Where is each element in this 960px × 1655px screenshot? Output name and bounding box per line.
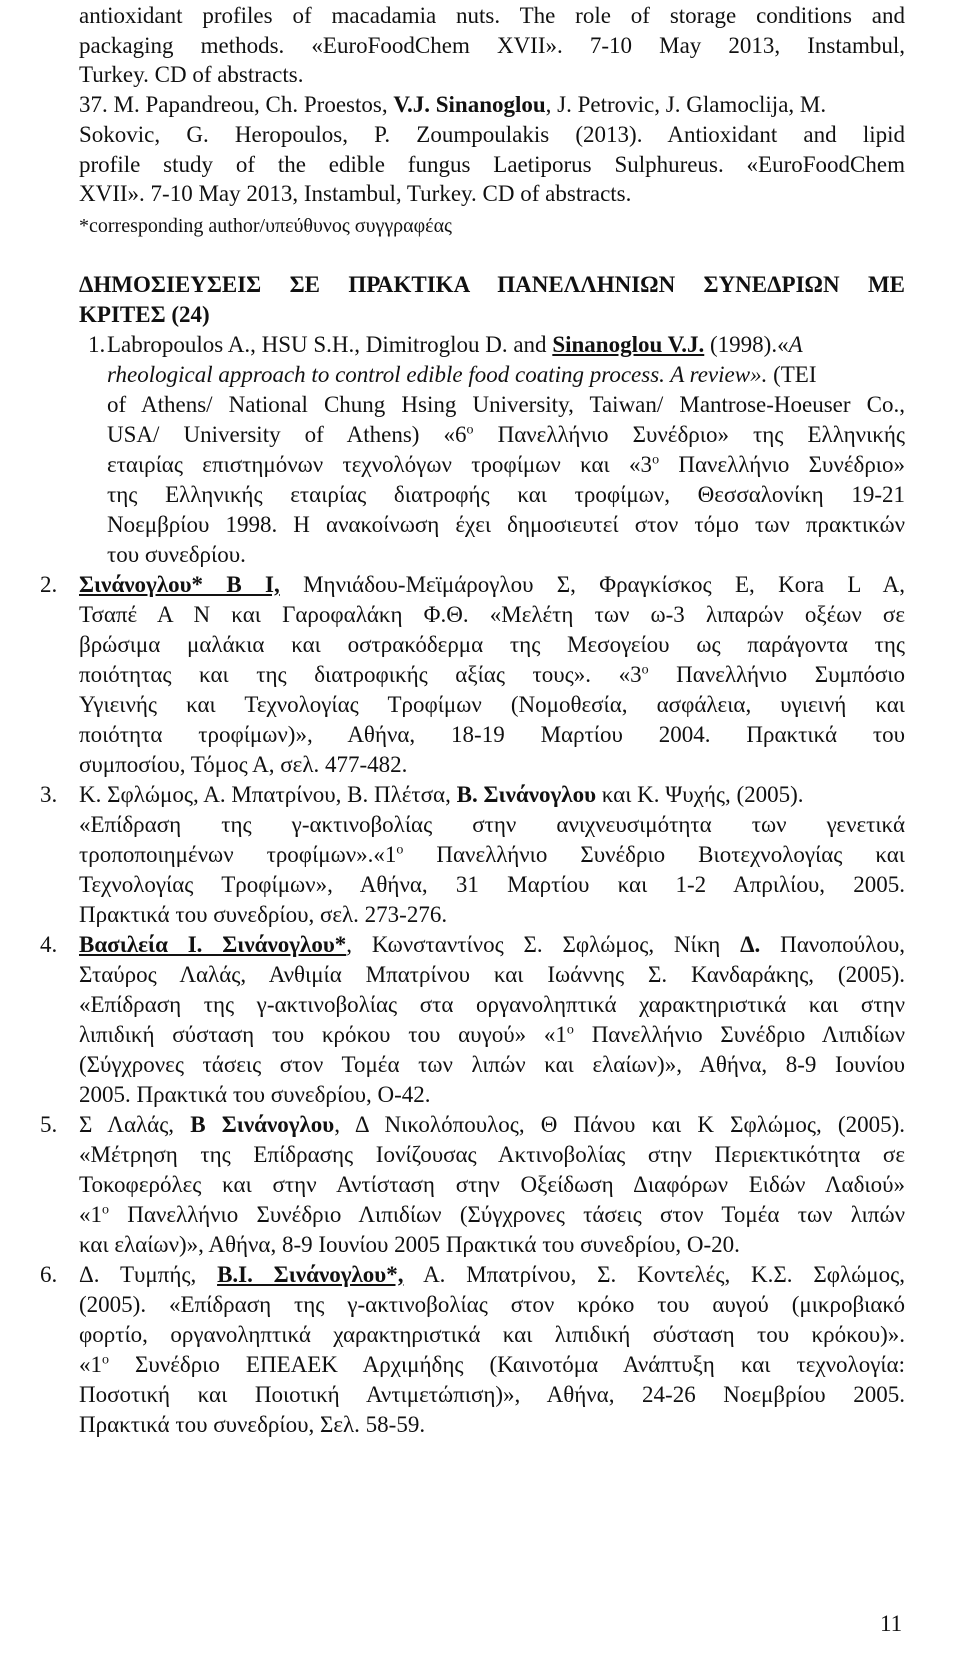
author-highlight: Β.Ι. Σινάνογλου*, xyxy=(217,1262,404,1287)
ref-text: USA/ University of Athens) «6 xyxy=(107,422,467,447)
ref-text: Πανελλήνιο Συμπόσιο xyxy=(648,662,905,687)
ref-text: λιπιδική σύσταση του κρόκου του αυγού» «1 xyxy=(79,1022,567,1047)
text-line: Νοεμβρίου 1998. Η ανακοίνωση έχει δημοσιευτεί στον τόμο των πρακτικών xyxy=(107,512,905,537)
text-line: συμποσίου, Τόμος Α, σελ. 477-482. xyxy=(79,752,408,777)
ref-text: 37. M. Papandreou, Ch. Proestos, xyxy=(79,92,394,117)
list-number: 2. xyxy=(40,572,58,597)
ref-text: Συνέδριο ΕΠΕΑΕΚ Αρχιμήδης (Καινοτόμα Ανάπτυξη και τεχνολογία: xyxy=(109,1352,905,1377)
text-line: της Ελληνικής εταιρίας διατροφής και τροφίμων, Θεσσαλονίκη 19-21 xyxy=(107,482,905,507)
section-heading-cont: ΚΡΙΤΕΣ (24) xyxy=(79,302,210,327)
list-item xyxy=(79,931,905,959)
text-line: (2005). «Επίδραση της γ-ακτινοβολίας στον κρόκο του αυγού (μικροβιακό xyxy=(79,1292,905,1317)
list-number: 3. xyxy=(40,782,58,807)
text-line: (Σύγχρονες τάσεις στον Τομέα των λιπών και ελαίων)», Αθήνα, 8-9 Ιουνίου xyxy=(79,1052,905,1077)
text-line: profile study of the edible fungus Laetiporus Sulphureus. «EuroFoodChem xyxy=(79,152,905,177)
author-highlight: Β. Σινάνογλου xyxy=(456,782,597,807)
superscript: ο xyxy=(652,452,660,468)
text-line: antioxidant profiles of macadamia nuts. The role of storage conditions and xyxy=(79,3,905,28)
text-line: Πρακτικά του συνεδρίου, σελ. 273-276. xyxy=(79,902,448,927)
text-line: packaging methods. «EuroFoodChem XVII». 7-10 May 2013, Instambul, xyxy=(79,33,905,58)
superscript: ο xyxy=(466,422,474,438)
text-line: Πρακτικά του συνεδρίου, Σελ. 58-59. xyxy=(79,1412,426,1437)
list-number: 6. xyxy=(40,1262,58,1287)
text-line: «Επίδραση της γ-ακτινοβολίας στην ανιχνευσιμότητα των γενετικά xyxy=(79,812,905,837)
text-line: Turkey. CD of abstracts. xyxy=(79,62,304,87)
text-line: Τοκοφερόλες και στην Αντίσταση στην Οξείδωση Διαφόρων Ειδών Λαδιού» xyxy=(79,1172,905,1197)
text-line: και ελαίων)», Αθήνα, 8-9 Ιουνίου 2005 Πρακτικά του συνεδρίου, Ο-20. xyxy=(79,1232,740,1257)
ref-text: Πανελλήνιο Συνέδριο Λιπιδίων (Σύγχρονες τάσεις στον Τομέα των λιπών xyxy=(109,1202,905,1227)
ref-text: Labropoulos A., HSU S.H., Dimitroglou D. and xyxy=(107,332,553,357)
text-line xyxy=(79,841,905,869)
superscript: ο xyxy=(641,662,649,678)
ref-text: ποιότητας και της διατροφικής αξίας τους». «3 xyxy=(79,662,642,687)
author-highlight: Σινάνογλου* Β Ι, xyxy=(79,572,280,597)
text-line: φορτίο, οργανοληπτικά χαρακτηριστικά και λιπιδική σύσταση του κρόκου)». xyxy=(79,1322,905,1347)
ref-text: , J. Petrovic, J. Glamoclija, M. xyxy=(545,92,827,117)
list-number: 4. xyxy=(40,932,58,957)
text-line xyxy=(79,1021,905,1049)
ref-text: τροποποιημένων τροφίμων».«1 xyxy=(79,842,397,867)
ref-text: , Δ Νικολόπουλος, Θ Πάνου και Κ Σφλώμος, (2005). xyxy=(334,1112,905,1137)
ref-text: (1998).« xyxy=(704,332,789,357)
text-line: 2005. Πρακτικά του συνεδρίου, Ο-42. xyxy=(79,1082,431,1107)
ref-text: Πανελλήνιο Συνέδριο Βιοτεχνολογίας και xyxy=(403,842,905,867)
ref-text: Πανελλήνιο Συνέδριο» της Ελληνικής xyxy=(473,422,905,447)
ref-text: Μηνιάδου-Μεϊμάρογλου Σ, Φραγκίσκος Ε, Kora L A, xyxy=(279,572,906,597)
ref-text: Α. Μπατρίνου, Σ. Κοντελές, Κ.Σ. Σφλώμος, xyxy=(403,1262,905,1287)
list-item xyxy=(107,331,803,359)
author-highlight: V.J. Sinanoglou xyxy=(393,92,546,117)
superscript: ο xyxy=(396,842,404,858)
reference-37 xyxy=(79,91,826,119)
text-line xyxy=(79,1351,905,1379)
ref-title: rheological approach to control edible food coating process. A review». xyxy=(107,362,768,387)
author-highlight: Βασιλεία Ι. Σινάνογλου* xyxy=(79,932,347,957)
ref-text: Πανελλήνιο Συνέδριο Λιπιδίων xyxy=(573,1022,905,1047)
list-number: 5. xyxy=(40,1112,58,1137)
ref-text: Πανοπούλου, xyxy=(760,932,905,957)
ref-title: A xyxy=(788,332,803,357)
list-number: 1. xyxy=(88,332,106,357)
ref-text: Σ Λαλάς, xyxy=(79,1112,191,1137)
ref-text: Κ. Σφλώμος, Α. Μπατρίνου, Β. Πλέτσα, xyxy=(79,782,457,807)
superscript: ο xyxy=(566,1022,574,1038)
text-line: Sokovic, G. Heropoulos, P. Zoumpoulakis (2013). Antioxidant and lipid xyxy=(79,122,905,147)
superscript: ο xyxy=(102,1352,109,1368)
author-highlight: Sinanoglou V.J. xyxy=(552,332,705,357)
list-item xyxy=(79,571,905,599)
text-line: Τεχνολογίας Τροφίμων», Αθήνα, 31 Μαρτίου και 1-2 Απριλίου, 2005. xyxy=(79,872,905,897)
section-heading: ΔΗΜΟΣΙΕΥΣΕΙΣ ΣΕ ΠΡΑΚΤΙΚΑ ΠΑΝΕΛΛΗΝΙΩΝ ΣΥΝΕΔΡΙΩΝ ΜΕ xyxy=(79,272,905,297)
text-line xyxy=(79,661,905,689)
ref-text: Δ. Τυμπής, xyxy=(79,1262,218,1287)
ref-text: Πανελλήνιο Συνέδριο» xyxy=(659,452,905,477)
superscript: ο xyxy=(102,1202,109,1218)
page-number: 11 xyxy=(880,1611,903,1636)
text-line: «Επίδραση της γ-ακτινοβολίας στα οργανοληπτικά χαρακτηριστικά και στην xyxy=(79,992,905,1017)
text-line xyxy=(79,1201,905,1229)
text-line xyxy=(107,361,817,389)
text-line: Σταύρος Λαλάς, Ανθιμία Μπατρίνου και Ιωάννης Σ. Κανδαράκης, (2005). xyxy=(79,962,905,987)
text-line xyxy=(107,421,905,449)
text-line: «Μέτρηση της Επίδρασης Ιονίζουσας Ακτινοβολίας στην Περιεκτικότητα σε xyxy=(79,1142,905,1167)
list-item xyxy=(79,781,804,809)
text-line: του συνεδρίου. xyxy=(107,542,246,567)
text-line: XVII». 7-10 May 2013, Instambul, Turkey. CD of abstracts. xyxy=(79,181,632,206)
ref-text-bold: Δ. xyxy=(740,932,761,957)
ref-text: και Κ. Ψυχής, (2005). xyxy=(596,782,804,807)
text-line: βρώσιμα μαλάκια και οστρακόδερμα της Μεσογείου ως παράγοντα της xyxy=(79,632,905,657)
text-line: of Athens/ National Chung Hsing University, Taiwan/ Mantrose-Hoeuser Co., xyxy=(107,392,905,417)
ref-text: (TEI xyxy=(767,362,817,387)
ref-text: , Κωνσταντίνος Σ. Σφλώμος, Νίκη xyxy=(346,932,741,957)
ref-text: εταιρίας επιστημόνων τεχνολόγων τροφίμων και «3 xyxy=(107,452,653,477)
text-line: Ποσοτική και Ποιοτική Αντιμετώπιση)», Αθήνα, 24-26 Νοεμβρίου 2005. xyxy=(79,1382,905,1407)
text-line: ποιότητα τροφίμων)», Αθήνα, 18-19 Μαρτίου 2004. Πρακτικά του xyxy=(79,722,905,747)
footnote: *corresponding author/υπεύθυνος συγγραφέας xyxy=(79,215,452,237)
ref-text: «1 xyxy=(79,1202,102,1227)
text-line: Υγιεινής και Τεχνολογίας Τροφίμων (Νομοθεσία, ασφάλεια, υγιεινή και xyxy=(79,692,905,717)
author-highlight: Β Σινάνογλου xyxy=(190,1112,335,1137)
list-item xyxy=(79,1261,905,1289)
list-item xyxy=(79,1111,905,1139)
text-line xyxy=(107,451,905,479)
text-line: Τσαπέ Α Ν και Γαροφαλάκη Φ.Θ. «Μελέτη των ω-3 λιπαρών οξέων σε xyxy=(79,602,905,627)
ref-text: «1 xyxy=(79,1352,102,1377)
